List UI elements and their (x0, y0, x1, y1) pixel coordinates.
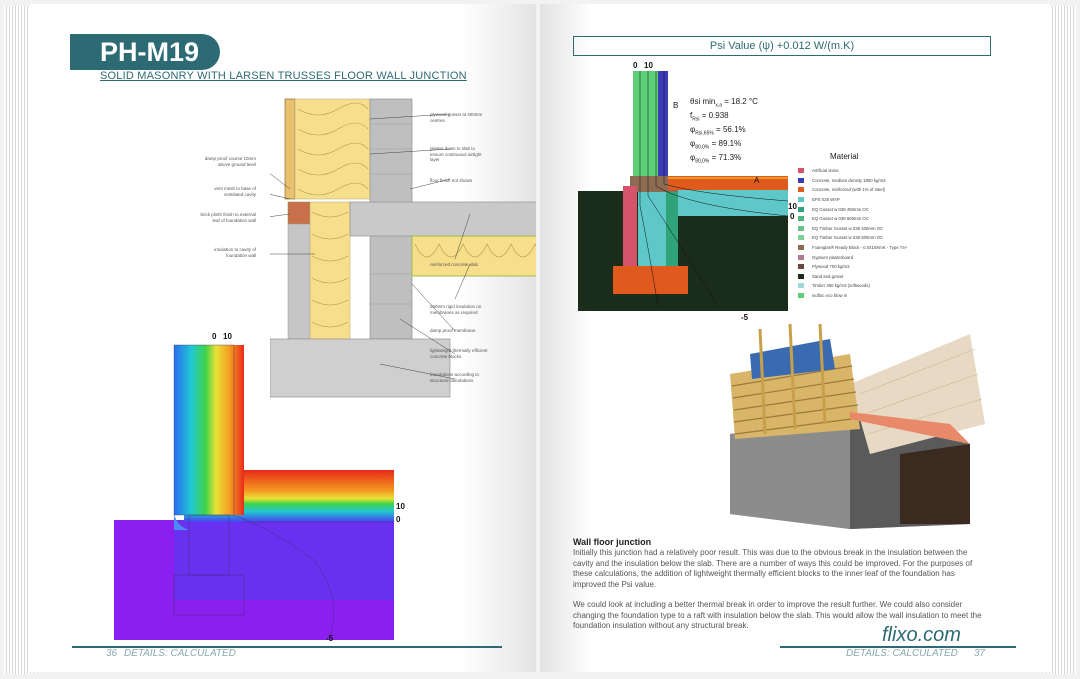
detail-subtitle: SOLID MASONRY WITH LARSEN TRUSSES FLOOR WALL JUNCTION (100, 70, 467, 82)
legend-row (798, 281, 907, 291)
legend-label: EPS 038 WAP (812, 197, 840, 203)
legend-label: EQ Timber Gusset w 038 400mm OC (812, 225, 884, 231)
right-footer-text: DETAILS: CALCULATED (846, 648, 958, 659)
legend-label: EQ Gusset w 038 450mm OC (812, 206, 869, 212)
section-heading: Wall floor junction (573, 537, 652, 547)
callout-rigid-insulation: 250mm rigid insulation on membranes as required (430, 304, 482, 315)
left-page-number: 36 (106, 648, 118, 659)
legend-label: Timber 450 kg/m3 (softwoods) (812, 283, 870, 289)
callout-foundations: foundations according to structural calculations (430, 372, 480, 383)
point-a-label: A (754, 176, 760, 185)
legend-swatch (798, 255, 804, 260)
legend-row (798, 233, 907, 243)
legend-row (798, 204, 907, 214)
callout-vent-mesh: vent mesh to base of ventilated cavity (214, 186, 256, 197)
callout-plywood-gusset: plywood gusset at 400mm centres (430, 112, 483, 123)
paragraph-2: We could look at including a better thermal break in order to improve the result further. We could also consider changing the foundation type to a raft with insulation below the slab. This would allow the wall insulation to meet the foundation insulation without any structural break. (573, 600, 982, 630)
right-page (540, 4, 1050, 672)
flixo-brand: flixo.com (882, 624, 961, 646)
legend-label: Artificial stone (812, 168, 839, 174)
stat-phi-80a: $\varphi_{80,0\%} = 89.1\%$ (690, 139, 742, 151)
left-page (30, 4, 536, 672)
callout-lightweight-blocks: lightweight thermally efficient concrete blocks (430, 348, 488, 359)
callout-cavity-insulation: insulation to cavity of foundation wall (214, 247, 256, 258)
material-legend (798, 166, 907, 300)
legend-label: Sand and gravel (812, 273, 844, 279)
right-diagram-label-10: 10 (644, 61, 653, 70)
stat-phi-65: $\varphi_{Rsi,65\%} = 56.1\%$ (690, 125, 746, 137)
legend-row (798, 185, 907, 195)
legend-label: EQ Timber Gusset w 038 600mm OC (812, 235, 884, 241)
legend-row (798, 195, 907, 205)
legend-swatch (798, 197, 804, 202)
legend-label: Plywood 700 kg/m3 (812, 264, 850, 270)
construction-3d-rendering (720, 324, 990, 529)
legend-swatch (798, 168, 804, 173)
detail-code-badge: PH-M19 (70, 34, 220, 70)
legend-swatch (798, 216, 804, 221)
legend-swatch (798, 283, 804, 288)
legend-swatch (798, 178, 804, 183)
legend-row (798, 224, 907, 234)
callout-brick-plinth: brick plinth finish to external leaf of foundation wall (200, 212, 256, 223)
callout-damp-proof-course: damp proof course 10mm above ground level (204, 156, 256, 167)
legend-row (798, 291, 907, 301)
left-thermal-label-bottom: -5 (326, 634, 334, 643)
point-b-label: B (673, 101, 679, 110)
callout-damp-proof-membrane: damp proof membrane (430, 328, 476, 333)
stat-theta-si-min: θsi $\min_{x,a} = 18.2$ °C (690, 97, 758, 109)
legend-row (798, 272, 907, 282)
material-legend-title: Material (830, 152, 859, 161)
right-page-number: 37 (974, 648, 986, 659)
callout-plaster: plaster down to slab to ensure continuous airtight layer (430, 146, 482, 162)
legend-swatch (798, 235, 804, 240)
right-diagram-label-0: 0 (633, 61, 638, 70)
psi-value-box: Psi Value (ψ) +0.012 W/(m.K) (573, 36, 991, 56)
left-footer-text: DETAILS: CALCULATED (124, 648, 236, 659)
legend-row (798, 252, 907, 262)
legend-row (798, 176, 907, 186)
stat-f-rsi: $f_{Rsi} = 0.938$ (690, 111, 729, 123)
legend-swatch (798, 207, 804, 212)
left-thermal-label-right-0: 0 (396, 515, 401, 524)
stat-phi-80b: $\varphi_{80,0\%} = 71.3\%$ (690, 153, 742, 165)
page-edges-right (1046, 6, 1076, 674)
right-diagram-label-right-10: 10 (788, 202, 797, 211)
legend-row (798, 214, 907, 224)
right-diagram-label-bottom: -5 (741, 313, 749, 322)
thermal-gradient-diagram (114, 340, 394, 640)
legend-swatch (798, 187, 804, 192)
legend-swatch (798, 245, 804, 250)
legend-row (798, 262, 907, 272)
legend-label: Foamglas® Ready Block - 0.041W/mK - Type T4+ (812, 245, 908, 251)
legend-swatch (798, 274, 804, 279)
callout-reinforced-slab: reinforced concrete slab (430, 262, 479, 267)
left-thermal-label-right-10: 10 (396, 502, 405, 511)
legend-label: Gypsum plasterboard (812, 254, 854, 260)
paragraph-1: Initially this junction had a relatively poor result. This was due to the obvious break in the insulation between the cavity and the insulation below the slab. There are a number of ways this could be improved. For the purposes of these calculations, the addition of lightweight thermally efficient blocks to the inner leaf of the foundation has improved the Psi value. (573, 548, 973, 589)
callout-floor-finish: floor finish not shown (430, 178, 473, 183)
legend-label: EQ Gusset w 038 600mm OC (812, 216, 869, 222)
legend-label: Concrete, medium density 1800 kg/m3 (812, 177, 886, 183)
left-thermal-label-0: 0 (212, 332, 217, 341)
legend-label: Concrete, reinforced (with 1% of steel) (812, 187, 886, 193)
legend-label: Isofloc eco blow in (812, 293, 848, 299)
legend-row (798, 166, 907, 176)
legend-swatch (798, 293, 804, 298)
right-diagram-label-right-0: 0 (790, 212, 795, 221)
left-thermal-label-10: 10 (223, 332, 232, 341)
legend-row (798, 243, 907, 253)
legend-swatch (798, 226, 804, 231)
legend-swatch (798, 264, 804, 269)
